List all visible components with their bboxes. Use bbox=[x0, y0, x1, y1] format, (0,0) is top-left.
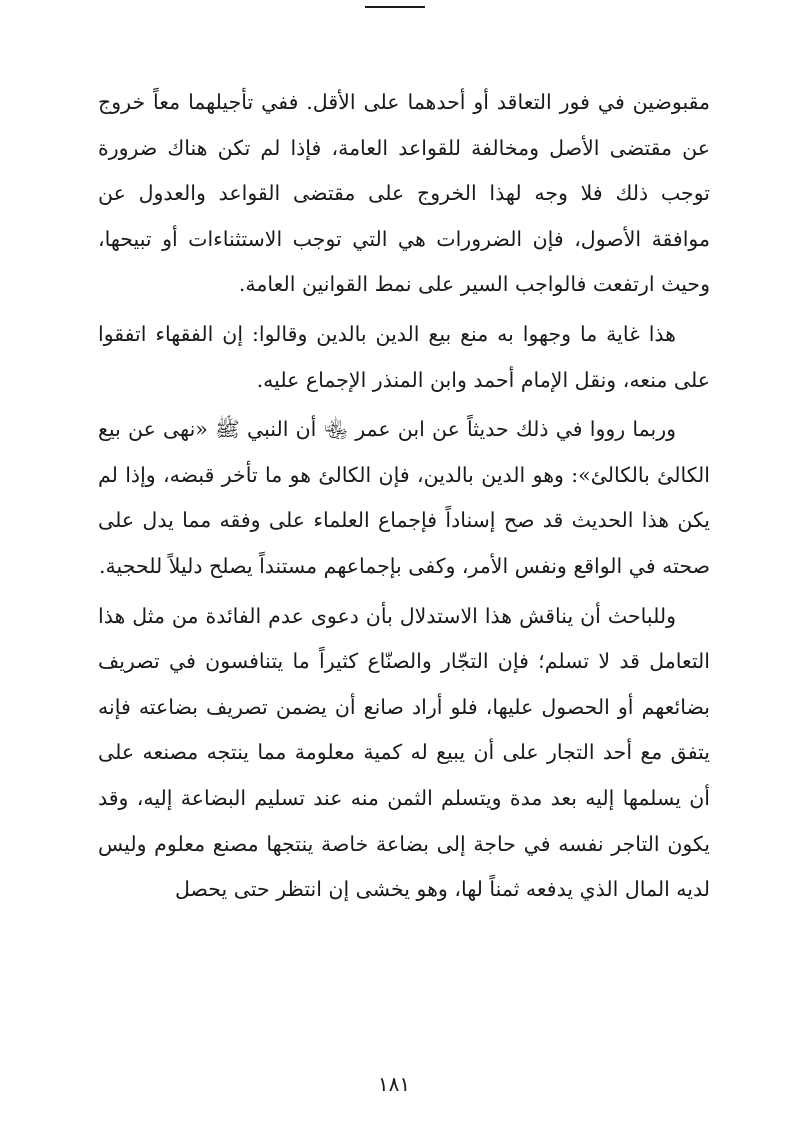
page-body bbox=[98, 80, 710, 917]
paragraph: وللباحث أن يناقش هذا الاستدلال بأن دعوى عدم الفائدة من مثل هذا التعامل قد لا تسلم؛ فإن التجّار والصنّاع كثيراً ما يتنافسون في تصريف بضائعهم أو الحصول عليها، فلو أراد صانع أن يضمن تصريف بضاعته فإنه يتفق مع أحد التجار على أن يبيع له كمية معلومة مما ينتجه مصنعه على أن يسلمها إليه بعد مدة ويتسلم الثمن منه عند تسليم البضاعة إليه، وقد يكون التاجر نفسه في حاجة إلى بضاعة خاصة ينتجها مصنع معلوم وليس لديه المال الذي يدفعه ثمناً لها، وهو يخشى إن انتظر حتى يحصل bbox=[98, 603, 710, 902]
page-number: ١٨١ bbox=[377, 1072, 411, 1096]
paragraph: مقبوضين في فور التعاقد أو أحدهما على الأقل. ففي تأجيلهما معاً خروج عن مقتضى الأصل ومخالفة للقواعد العامة، فإذا لم تكن هناك ضرورة توجب ذلك فلا وجه لهذا الخروج على مقتضى القواعد والعدول عن موافقة الأصول، فإن الضرورات هي التي توجب الاستثناءات أو تبيحها، وحيث ارتفعت فالواجب السير على نمط القوانين العامة. bbox=[98, 90, 710, 297]
top-rule bbox=[365, 6, 425, 8]
paragraph: وربما رووا في ذلك حديثاً عن ابن عمر ﵄ أن النبي ﷺ «نهى عن بيع الكالئ بالكالئ»: وهو الدين بالدين، فإن الكالئ هو ما تأخر قبضه، وإذا لم يكن هذا الحديث قد صح إسناداً فإجماع العلماء على وفقه مما يدل على صحته في الواقع ونفس الأمر، وكفى بإجماعهم مستنداً يصلح دليلاً للحجية. bbox=[98, 417, 710, 578]
paragraph: هذا غاية ما وجهوا به منع بيع الدين بالدين وقالوا: إن الفقهاء اتفقوا على منعه، ونقل الإمام أحمد وابن المنذر الإجماع عليه. bbox=[98, 321, 710, 392]
